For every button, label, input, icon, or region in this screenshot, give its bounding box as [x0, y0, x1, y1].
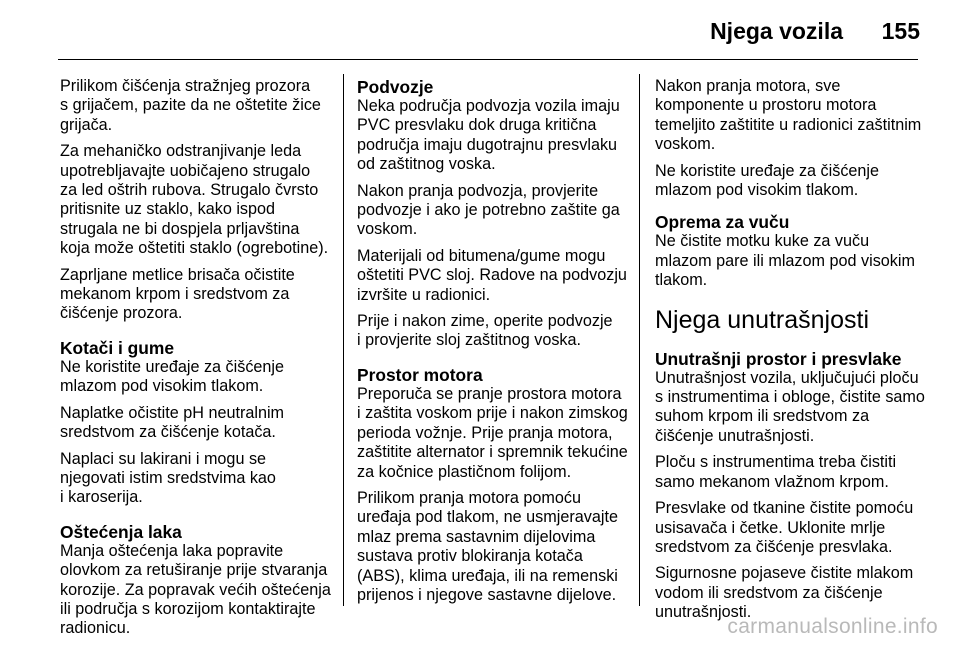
text-column-3: [655, 77, 925, 630]
section-heading-underbody: Podvozje: [357, 77, 434, 97]
paragraph: Unutrašnjost vozila, uključujući ploču s instrumentima i obloge, čistite samo suhom krpom ili sredstvom za čišćenje unutrašnjosti.: [655, 368, 925, 445]
paragraph: Sigurnosne pojaseve čistite mlakom vodom ili sredstvom za čišćenje unutrašnjosti.: [655, 564, 914, 622]
paragraph: Neka područja podvozja vozila imaju PVC presvlaku dok druga kritična područja imaju dugotrajnu presvlaku od zaštitnog voska.: [357, 97, 620, 174]
paragraph: Prije i nakon zime, operite podvozje i provjerite sloj zaštitnog voska.: [357, 312, 613, 350]
paragraph: Nakon pranja motora, sve komponente u prostoru motora temeljito zaštitite u radionici zaštitnim voskom.: [655, 77, 922, 154]
paragraph: Presvlake od tkanine čistite pomoću usisavača i četke. Uklonite mrlje sredstvom za čišćenje presvlaka.: [655, 499, 914, 556]
text-column-1: [60, 77, 334, 646]
section-heading-paint-damage: Oštećenja laka: [60, 521, 182, 542]
section-heading-engine-compartment: Prostor motora: [357, 364, 483, 385]
paragraph: Naplatke očistite pH neutralnim sredstvom za čišćenje kotača.: [60, 403, 285, 442]
page-number: 155: [881, 18, 920, 44]
section-heading-interior: Unutrašnji prostor i presvlake: [655, 348, 902, 369]
column-divider: [639, 74, 640, 606]
paragraph: Nakon pranja podvozja, provjerite podvozje i ako je potrebno zaštite ga voskom.: [357, 181, 620, 239]
paragraph: Ne koristite uređaje za čišćenje mlazom pod visokim tlakom.: [655, 161, 880, 200]
chapter-heading-interior-care: Njega unutrašnjosti: [655, 305, 870, 334]
paragraph: Manja oštećenja laka popravite olovkom za retuširanje prije stvaranja korozije. Za popravak većih oštećenja ili područja s korozijom kontaktirajte radionicu.: [60, 541, 331, 638]
paragraph: Prilikom čišćenja stražnjeg prozora s grijačem, pazite da ne oštetite žice grijača.: [60, 77, 321, 134]
paragraph: Naplaci su lakirani i mogu se njegovati istim sredstvima kao i karoserija.: [60, 449, 276, 507]
paragraph: Ploču s instrumentima treba čistiti samo mekanom vlažnom krpom.: [655, 453, 897, 491]
paragraph: Materijali od bitumena/gume mogu oštetiti PVC sloj. Radove na podvozju izvršite u radionici.: [357, 246, 627, 304]
paragraph: Za mehaničko odstranjivanje leda upotrebljavajte uobičajeno strugalo za led oštrih rubova. Strugalo čvrsto pritisnite uz staklo, kako ispod strugala ne bi dospjela prljavština koja može oštetiti staklo (ogrebotine).: [60, 142, 329, 258]
paragraph: Zaprljane metlice brisača očistite mekanom krpom i sredstvom za čišćenje prozora.: [60, 265, 295, 323]
paragraph: Preporuča se pranje prostora motora i zaštita voskom prije i nakon zimskog perioda vožnje. Prije pranja motora, zaštitite alternator i spremnik tekućine za kočnice plastičnom folijom.: [357, 384, 628, 481]
paragraph: Ne koristite uređaje za čišćenje mlazom pod visokim tlakom.: [60, 357, 285, 396]
watermark: carmanualsonline.info: [727, 615, 938, 638]
text-column-2: [357, 77, 629, 612]
header-divider: [58, 59, 918, 60]
page-title: Njega vozila: [710, 18, 843, 44]
column-divider: [343, 74, 344, 606]
page-header: [0, 0, 960, 60]
paragraph: Ne čistite motku kuke za vuču mlazom pare ili mlazom pod visokim tlakom.: [655, 232, 915, 290]
section-heading-towing: Oprema za vuču: [655, 212, 790, 233]
paragraph: Prilikom pranja motora pomoću uređaja pod tlakom, ne usmjeravajte mlaz prema sastavnim dijelovima sustava protiv blokiranja kotača (ABS), klima uređaja, ili na remenski prijenos i njegove sastavne dijelove.: [357, 488, 618, 604]
section-heading-wheels: Kotači i gume: [60, 337, 175, 358]
